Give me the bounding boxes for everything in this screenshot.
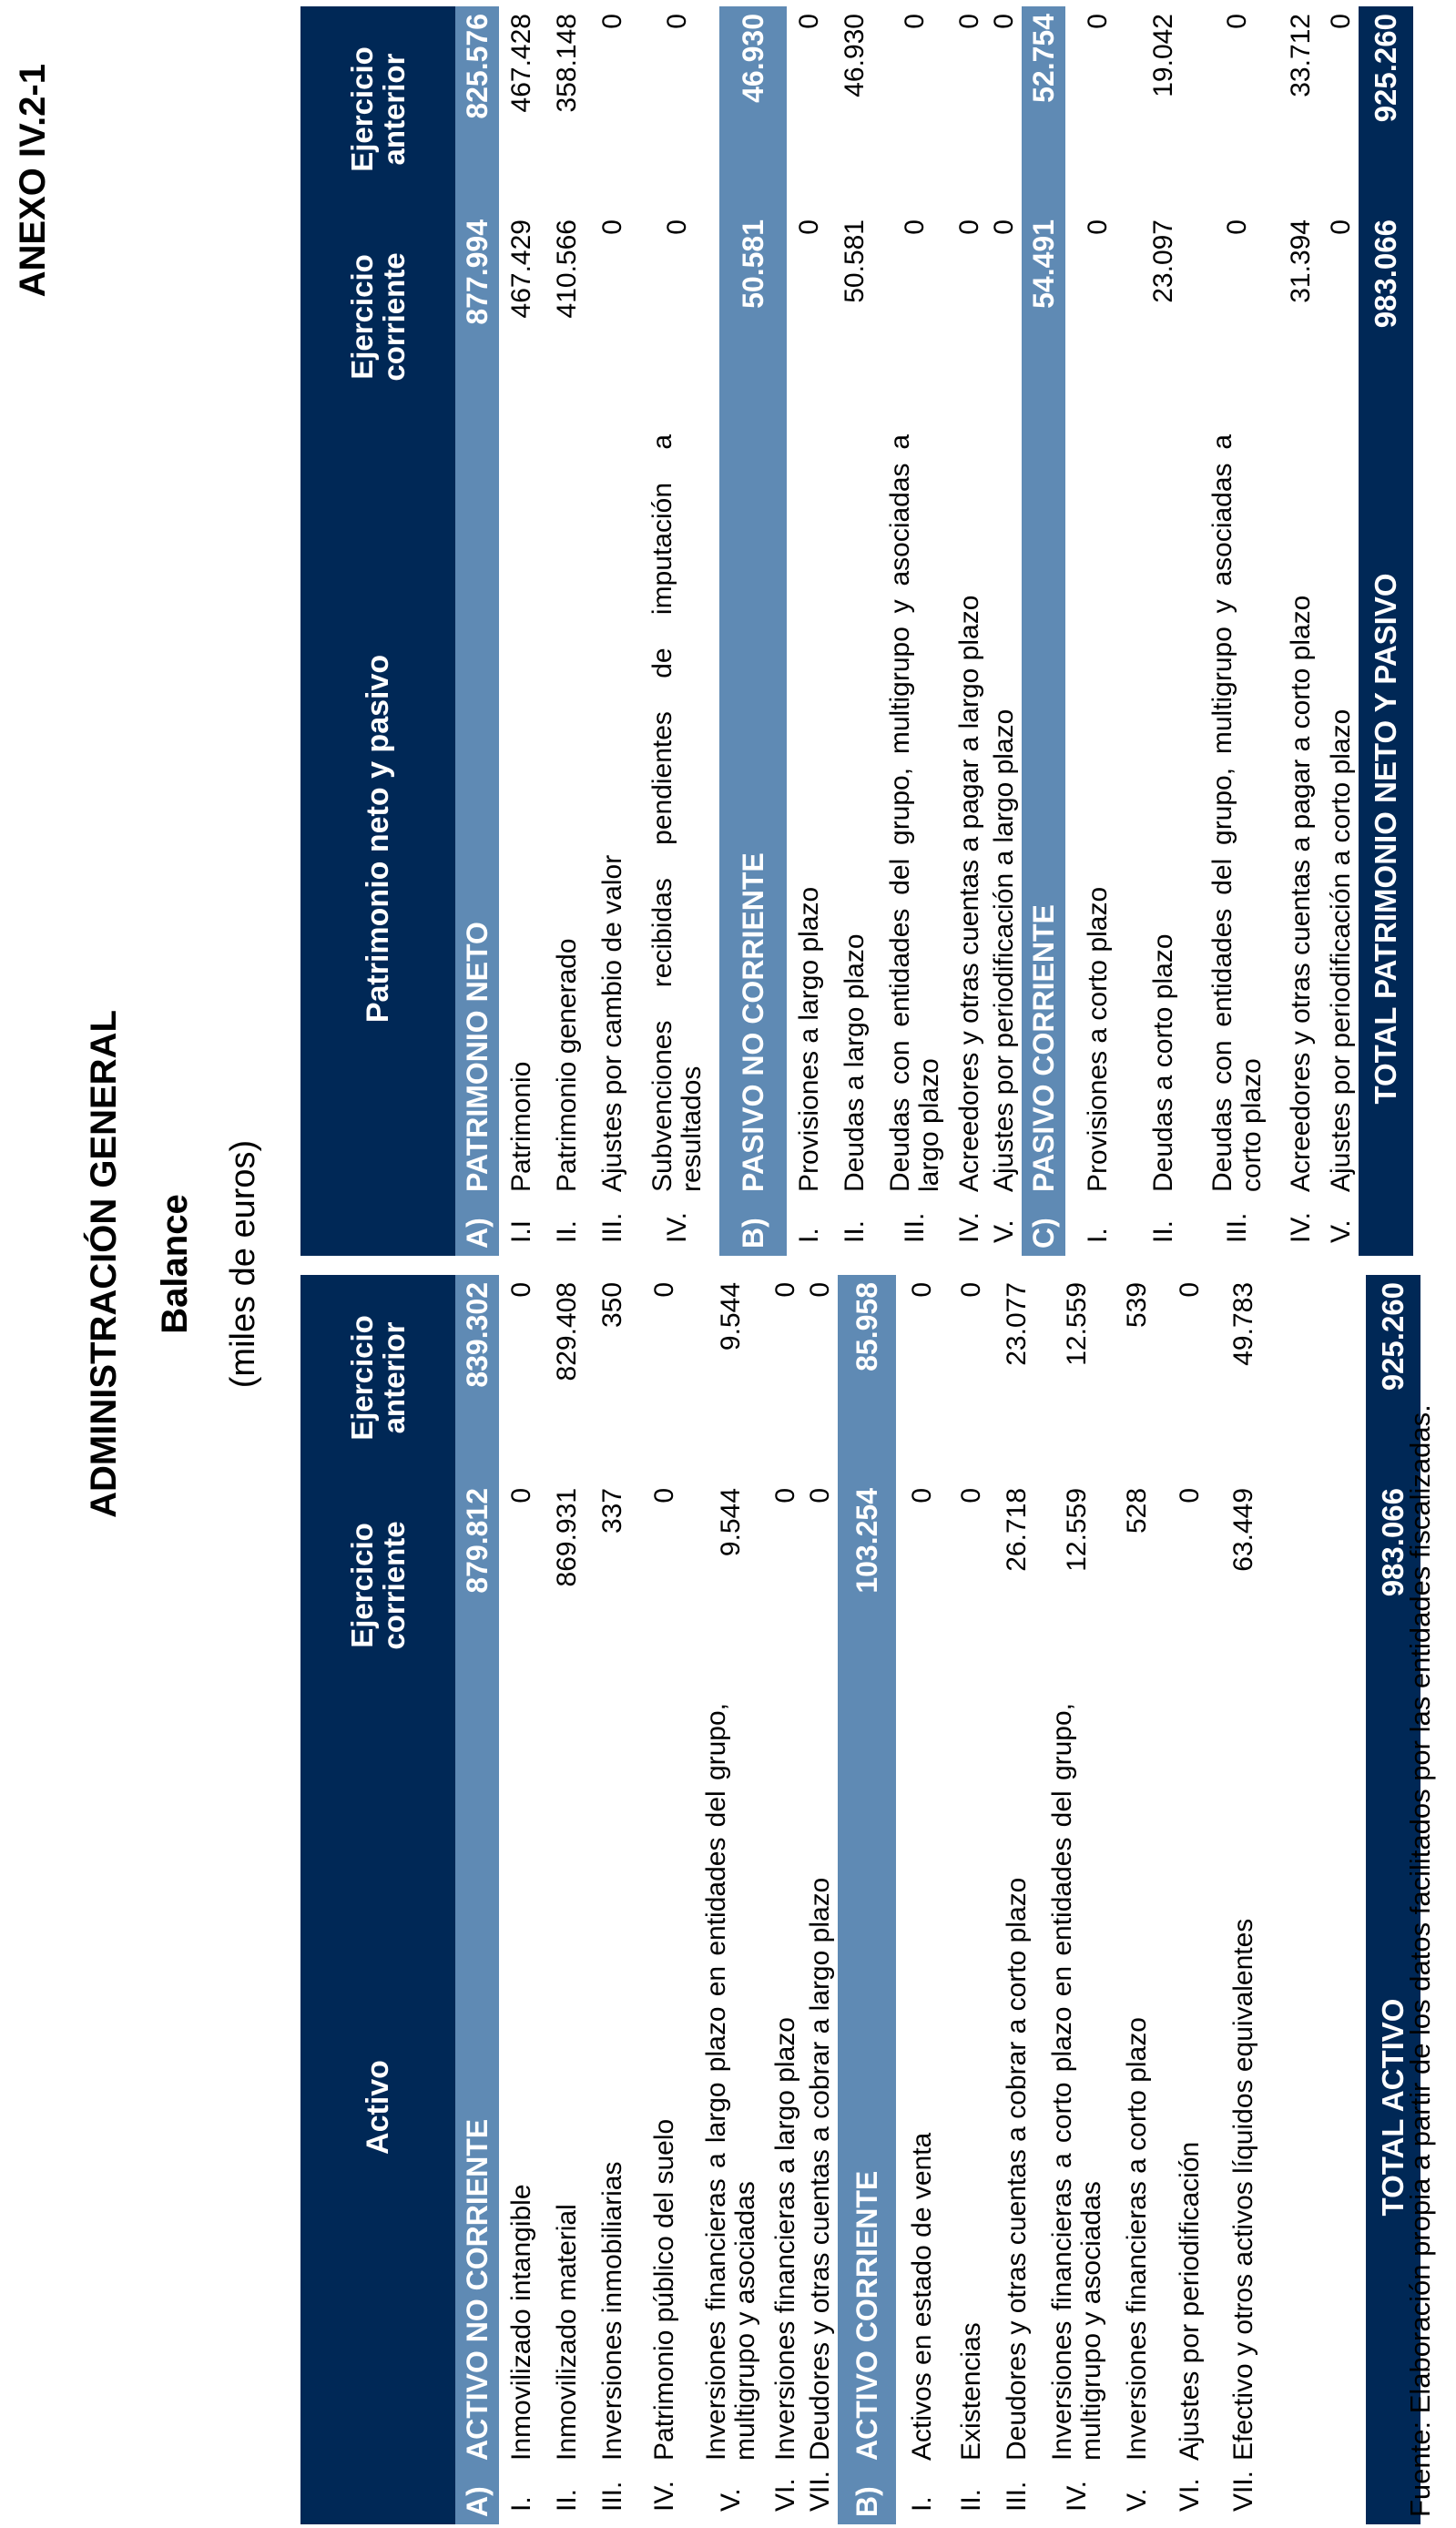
row-previous: 0 [900, 14, 930, 29]
row-numeral: II. [1148, 1219, 1178, 1243]
row-current: 0 [989, 219, 1019, 235]
row-current: 0 [1326, 219, 1356, 235]
section-previous: 46.930 [719, 6, 787, 212]
row-previous: 0 [1326, 14, 1356, 29]
section-current: 50.581 [719, 212, 787, 422]
row-label: Acreedores y otras cuentas a pagar a largo plazo [954, 595, 984, 1192]
row-label: Inmovilizado intangible [506, 2184, 536, 2461]
table-row [545, 6, 590, 1256]
row-label: Patrimonio [506, 1061, 536, 1192]
row-current: 31.394 [1286, 219, 1316, 303]
row-label: Inversiones financieras a largo plazo en entidades del grupo, multigrupo y asociadas [701, 1702, 760, 2461]
total-current: 983.066 [1366, 1481, 1420, 1690]
row-current: 9.544 [716, 1487, 746, 1557]
section-previous: 52.754 [1022, 6, 1065, 212]
section-current: 879.812 [455, 1481, 499, 1690]
row-current: 0 [1083, 219, 1113, 235]
row-numeral: I. [794, 1228, 824, 1243]
row-previous: 829.408 [552, 1281, 582, 1381]
row-previous: 0 [805, 1281, 835, 1298]
row-label: Deudores y otras cuentas a cobrar a largo plazo [805, 1877, 835, 2461]
row-label: Inmovilizado material [552, 2204, 582, 2461]
pasivo-total-row [1359, 6, 1413, 1256]
row-previous: 0 [770, 1281, 800, 1298]
table-row [1324, 6, 1359, 1256]
section-label: PATRIMONIO NETO [455, 422, 499, 1192]
row-label: Ajustes por periodificación a largo plazo [989, 708, 1019, 1192]
row-current: 0 [900, 219, 930, 235]
section-current: 54.491 [1022, 212, 1065, 422]
row-previous: 0 [954, 14, 984, 29]
row-numeral: IV. [1286, 1212, 1316, 1243]
pasivo-section-a [455, 6, 499, 1256]
row-previous: 350 [597, 1281, 627, 1329]
table-row [769, 1275, 803, 2524]
row-current: 0 [1175, 1487, 1205, 1504]
row-numeral: IV. [1062, 2481, 1092, 2512]
table-row [1065, 6, 1131, 1256]
section-previous: 825.576 [455, 6, 499, 212]
row-current: 63.449 [1228, 1487, 1258, 1572]
row-numeral: V. [1326, 1219, 1356, 1243]
row-numeral: III. [1222, 1212, 1252, 1243]
row-previous: 0 [956, 1281, 986, 1298]
table-row [694, 1275, 769, 2524]
activo-section-a [455, 1275, 499, 2524]
row-numeral: II. [552, 1219, 582, 1243]
row-current: 0 [662, 219, 692, 235]
row-current: 0 [907, 1487, 937, 1504]
total-label: TOTAL ACTIVO [1366, 1690, 1420, 2524]
row-current: 0 [770, 1487, 800, 1504]
row-current: 26.718 [1002, 1487, 1032, 1572]
row-numeral: V. [1122, 2488, 1152, 2512]
row-numeral: I. [506, 2496, 536, 2512]
pasivo-header-current: Ejercicio corriente [300, 212, 455, 422]
row-label: Subvenciones recibidas pendientes de imputación a resultados [647, 434, 707, 1192]
row-current: 0 [794, 219, 824, 235]
row-numeral: II. [552, 2488, 582, 2512]
row-previous: 49.783 [1228, 1281, 1258, 1366]
row-previous: 0 [794, 14, 824, 29]
row-label: Ajustes por periodificación [1175, 2141, 1205, 2461]
row-label: Inversiones inmobiliarias [597, 2161, 627, 2461]
annex-label: ANEXO IV.2-1 [13, 64, 53, 298]
row-previous: 0 [649, 1281, 679, 1298]
row-current: 0 [1222, 219, 1252, 235]
row-current: 0 [597, 219, 627, 235]
table-row [636, 1275, 694, 2524]
table-row [952, 6, 987, 1256]
table-row [987, 6, 1022, 1256]
row-label: Inversiones financieras a corto plazo en entidades del grupo, multigrupo y asociadas [1047, 1702, 1106, 2461]
row-numeral: VII. [805, 2470, 835, 2512]
row-numeral: V. [989, 1219, 1019, 1243]
row-previous: 0 [989, 14, 1019, 29]
row-label: Provisiones a corto plazo [1083, 886, 1113, 1192]
row-current: 467.429 [506, 219, 536, 319]
row-current: 50.581 [840, 219, 870, 303]
section-label: PASIVO CORRIENTE [1022, 422, 1065, 1192]
table-row [878, 6, 952, 1256]
row-current: 0 [956, 1487, 986, 1504]
activo-table [300, 1275, 1420, 2524]
row-numeral: III. [900, 1212, 930, 1243]
row-previous: 19.042 [1148, 14, 1178, 97]
section-current: 103.254 [838, 1481, 896, 1690]
row-current: 0 [805, 1487, 835, 1504]
table-row [787, 6, 832, 1256]
pasivo-header-previous: Ejercicio anterior [300, 6, 455, 212]
total-previous: 925.260 [1359, 6, 1413, 212]
table-row [545, 1275, 590, 2524]
table-row [590, 6, 636, 1256]
row-label: Efectivo y otros activos líquidos equivalentes [1228, 1918, 1258, 2461]
row-numeral: II. [956, 2488, 986, 2512]
row-previous: 0 [506, 1281, 536, 1298]
row-current: 12.559 [1062, 1487, 1092, 1572]
row-previous: 0 [1222, 14, 1252, 29]
row-label: Activos en estado de venta [907, 2132, 937, 2461]
row-label: Deudas a largo plazo [840, 933, 870, 1192]
table-row [499, 1275, 545, 2524]
activo-header-current: Ejercicio corriente [300, 1481, 455, 1690]
row-numeral: VI. [770, 2478, 800, 2512]
row-numeral: III. [1002, 2481, 1032, 2512]
pasivo-header-row [300, 6, 455, 1256]
section-previous: 839.302 [455, 1275, 499, 1481]
row-current: 0 [954, 219, 984, 235]
table-row [1040, 1275, 1115, 2524]
row-previous: 0 [1175, 1281, 1205, 1298]
table-row [590, 1275, 636, 2524]
row-label: Patrimonio generado [552, 938, 582, 1192]
total-current: 983.066 [1359, 212, 1413, 422]
table-row [1220, 1275, 1366, 2524]
row-previous: 539 [1122, 1281, 1152, 1329]
row-label: Deudas con entidades del grupo, multigrupo y asociadas a largo plazo [885, 434, 944, 1192]
row-previous: 12.559 [1062, 1281, 1092, 1366]
section-label: PASIVO NO CORRIENTE [719, 422, 787, 1192]
row-label: Provisiones a largo plazo [794, 886, 824, 1192]
row-numeral: V. [716, 2488, 746, 2512]
total-previous: 925.260 [1366, 1275, 1420, 1481]
section-label: ACTIVO NO CORRIENTE [455, 1690, 499, 2461]
table-row [1160, 1275, 1220, 2524]
table-row [949, 1275, 994, 2524]
units-note: (miles de euros) [224, 1139, 262, 1389]
row-current: 528 [1122, 1487, 1152, 1534]
row-current: 410.566 [552, 219, 582, 319]
row-previous: 467.428 [506, 14, 536, 113]
row-previous: 358.148 [552, 14, 582, 113]
row-label: Deudores y otras cuentas a cobrar a corto plazo [1002, 1877, 1032, 2461]
row-label: Existencias [956, 2322, 986, 2461]
pasivo-section-c [1022, 6, 1065, 1256]
row-previous: 9.544 [716, 1281, 746, 1351]
page-subtitle: Balance [155, 1194, 195, 1334]
row-numeral: IV. [649, 2481, 679, 2512]
row-previous: 0 [662, 14, 692, 29]
row-numeral: IV. [662, 1212, 692, 1243]
pasivo-table [300, 6, 1413, 1256]
row-numeral: VII. [1228, 2470, 1258, 2512]
row-label: Ajustes por cambio de valor [597, 854, 627, 1192]
section-letter: C) [1022, 1192, 1065, 1256]
row-current: 0 [506, 1487, 536, 1504]
table-row [499, 6, 545, 1256]
row-previous: 0 [597, 14, 627, 29]
row-numeral: III. [597, 2481, 627, 2512]
row-label: Patrimonio público del suelo [649, 2118, 679, 2461]
section-previous: 85.958 [838, 1275, 896, 1481]
row-label: Ajustes por periodificación a corto plazo [1326, 708, 1356, 1192]
activo-header-label: Activo [300, 1690, 455, 2524]
activo-header-previous: Ejercicio anterior [300, 1275, 455, 1481]
table-row [994, 1275, 1040, 2524]
row-numeral: VI. [1175, 2478, 1205, 2512]
row-previous: 46.930 [840, 14, 870, 97]
row-previous: 33.712 [1286, 14, 1316, 97]
row-numeral: I.I [506, 1219, 536, 1243]
row-label: Deudas a corto plazo [1148, 933, 1178, 1192]
row-current: 23.097 [1148, 219, 1178, 303]
page-title: ADMINISTRACIÓN GENERAL [84, 1010, 124, 1518]
row-current: 0 [649, 1487, 679, 1504]
total-label: TOTAL PATRIMONIO NETO Y PASIVO [1359, 422, 1413, 1256]
section-current: 877.994 [455, 212, 499, 422]
row-numeral: I. [907, 2496, 937, 2512]
table-row [1196, 6, 1278, 1256]
activo-header-row [300, 1275, 455, 2524]
source-note: Fuente: Elaboración propia a partir de los datos facilitados por las entidades fiscalizadas. [1404, 1404, 1436, 2517]
row-numeral: III. [597, 1212, 627, 1243]
section-letter: A) [455, 2461, 499, 2524]
row-previous: 0 [907, 1281, 937, 1298]
table-row [1131, 6, 1196, 1256]
pasivo-section-b [719, 6, 787, 1256]
table-row [803, 1275, 838, 2524]
row-label: Inversiones financieras a largo plazo [770, 2017, 800, 2461]
section-letter: B) [719, 1192, 787, 1256]
table-row [832, 6, 878, 1256]
table-row [636, 6, 719, 1256]
row-current: 869.931 [552, 1487, 582, 1587]
row-numeral: II. [840, 1219, 870, 1243]
table-row [1115, 1275, 1160, 2524]
row-label: Acreedores y otras cuentas a pagar a corto plazo [1286, 595, 1316, 1192]
row-previous: 0 [1083, 14, 1113, 29]
row-label: Deudas con entidades del grupo, multigrupo y asociadas a corto plazo [1207, 434, 1267, 1192]
section-label: ACTIVO CORRIENTE [838, 1690, 896, 2461]
section-letter: B) [838, 2461, 896, 2524]
row-numeral: IV. [954, 1212, 984, 1243]
row-label: Inversiones financieras a corto plazo [1122, 2017, 1152, 2461]
row-current: 337 [597, 1487, 627, 1534]
pasivo-header-label: Patrimonio neto y pasivo [300, 422, 455, 1256]
section-letter: A) [455, 1192, 499, 1256]
row-numeral: I. [1083, 1228, 1113, 1243]
table-row [1278, 6, 1324, 1256]
row-previous: 23.077 [1002, 1281, 1032, 1366]
table-row [896, 1275, 949, 2524]
activo-section-b [838, 1275, 896, 2524]
